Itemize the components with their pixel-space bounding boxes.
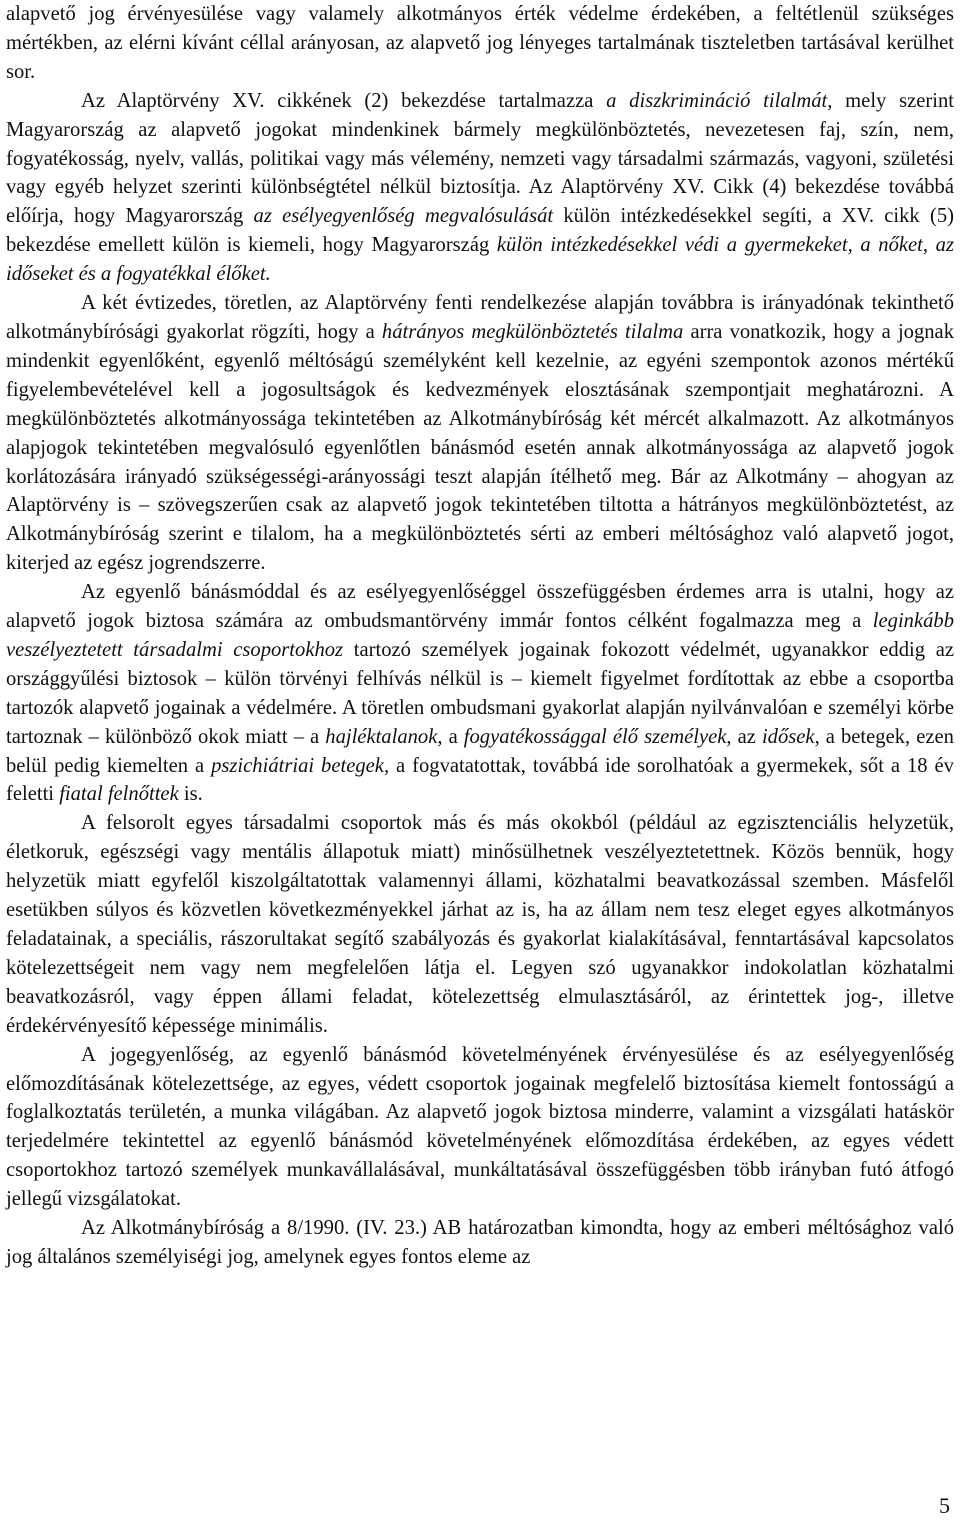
- emphasized-text: leginkább veszélyeztetett társadalmi csoportokhoz: [6, 610, 954, 661]
- page-number: 5: [939, 1493, 950, 1518]
- emphasized-text: az esélyegyenlőség megvalósulását: [253, 205, 554, 228]
- paragraph: [6, 578, 954, 809]
- text-run: Az Alkotmánybíróság a 8/1990. (IV. 23.) AB határozatban kimondta, hogy az emberi méltósághoz való jog általános személyiségi jog, amelynek egyes fontos eleme az: [6, 1217, 954, 1268]
- paragraph: [6, 0, 954, 87]
- emphasized-text: pszichiátriai betegek: [211, 754, 384, 777]
- text-run: külön intézkedésekkel segíti, a XV. cikk (5) bekezdése emellett külön is kiemeli, hogy Magyarország: [6, 205, 954, 257]
- text-run: Az egyenlő bánásmóddal és az esélyegyenlőséggel összefüggésben érdemes arra is utalni, hogy az alapvető jogok biztosa számára az ombudsmantörvény immár fontos célként fogalmazza meg a: [6, 581, 954, 633]
- emphasized-text: a diszkrimináció tilalmát: [606, 89, 828, 112]
- text-run: A két évtizedes, töretlen, az Alaptörvény fenti rendelkezése alapján továbbra is irányadónak tekinthető alkotmánybírósági gyakorlat rögzíti, hogy a: [6, 292, 954, 343]
- text-run: , a: [437, 725, 464, 748]
- text-run: A jogegyenlőség, az egyenlő bánásmód követelményének érvényesülése és az esélyegyenlőség előmozdításának kötelezettsége, az egyes, védett csoportok jogainak megfelelő biztosítása kiemelt fontosságú a foglalkoztatás területén, a munka világában. Az alapvető jogok biztosa minderre, valamint a vizsgálati hatáskör terjedelmére tekintettel az egyenlő bánásmód követelményének előmozdítása érdekében, az egyes védett csoportokhoz tartozó személyek munkavállalásával, munkáltatásával összefüggésben több irányban futó átfogó jellegű vizsgálatokat.: [6, 1043, 954, 1211]
- emphasized-text: idősek: [761, 725, 815, 748]
- paragraph: [6, 809, 954, 1040]
- text-run: , mely szerint Magyarország az alapvető jogokat mindenkinek bármely megkülönböztetés, nevezetesen faj, szín, nem, fogyatékosság, nyelv, vallás, politikai vagy más vélemény, nemzeti vagy társadalmi származás, vagyoni, születési vagy egyéb helyzet szerinti különbségtétel nélkül biztosítja. Az Alaptörvény XV. Cikk (4) bekezdése továbbá előírja, hogy Magyarország: [6, 89, 954, 228]
- emphasized-text: külön intézkedésekkel védi a gyermekeket, a nőket, az időseket és a fogyatékkal élőket.: [6, 234, 954, 286]
- paragraph: [6, 1041, 954, 1214]
- text-run: , a fogvatatottak, továbbá ide sorolhatóak a gyermekek, sőt a 18 év feletti: [6, 754, 954, 806]
- document-page: [6, 0, 954, 1272]
- text-run: , a betegek, ezen belül pedig kiemelten a: [6, 725, 954, 777]
- paragraph: [6, 87, 954, 289]
- text-run: , az: [726, 725, 762, 748]
- paragraph: [6, 1214, 954, 1272]
- text-run: is.: [178, 783, 203, 806]
- text-run: tartozó személyek jogainak fokozott védelmét, ugyanakkor eddig az országgyűlési biztosok – külön törvényi felhívás nélkül is – kiemelt figyelmet fordítottak az ebbe a csoportba tartozók alapvető jogainak a védelmére. A töretlen ombudsmani gyakorlat alapján nyilvánvalóan e személyi körbe tartoznak – különböző okok miatt – a: [6, 638, 954, 748]
- emphasized-text: hátrányos megkülönböztetés tilalma: [381, 320, 684, 343]
- emphasized-text: hajléktalanok: [325, 725, 438, 748]
- paragraph: [6, 289, 954, 578]
- text-run: A felsorolt egyes társadalmi csoportok más és más okokból (például az egzisztenciális helyzetük, életkoruk, egészségi vagy mentális állapotuk miatt) minősülhetnek veszélyeztetettnek. Közös bennük, hogy helyzetük miatt egyfelől kiszolgáltatottak valamennyi állami, közhatalmi beavatkozással szemben. Másfelől esetükben súlyos és közvetlen következményekkel járhat az is, ha az állam nem tesz eleget egyes alkotmányos feladatainak, a speciális, rászorultakat segítő szabályozás és gyakorlat kialakításával, fenntartásával kapcsolatos kötelezettségeit nem vagy nem megfelelően látja el. Legyen szó ugyanakkor indokolatlan közhatalmi beavatkozásról, vagy éppen állami feladat, kötelezettség elmulasztásáról, az érintettek jog-, illetve érdekérvényesítő képessége minimális.: [6, 812, 954, 1037]
- emphasized-text: fiatal felnőttek: [59, 783, 179, 806]
- text-run: alapvető jog érvényesülése vagy valamely alkotmányos érték védelme érdekében, a feltétlenül szükséges mértékben, az elérni kívánt céllal arányosan, az alapvető jog lényeges tartalmának tiszteletben tartásával kerülhet sor.: [6, 3, 954, 83]
- text-run: arra vonatkozik, hogy a jognak mindenkit egyenlőként, egyenlő méltóságú személyként kell kezelnie, az egyéni szempontok azonos mértékű figyelembevételével kell a jogosultságok és kedvezmények elosztásának szempontjait meghatározni. A megkülönböztetés alkotmányossága tekintetében az Alkotmánybíróság két mércét alkalmazott. Az alkotmányos alapjogok tekintetében megvalósuló egyenlőtlen bánásmód esetén annak alkotmányossága az alapvető jogok korlátozására irányadó szükségességi-arányossági teszt alapján ítélhető meg. Bár az Alkotmány – ahogyan az Alaptörvény is – szövegszerűen csak az alapvető jogok tekintetében tiltotta a hátrányos megkülönböztetést, az Alkotmánybíróság szerint e tilalom, ha a megkülönböztetés sérti az emberi méltósághoz való alapvető jogot, kiterjed az egész jogrendszerre.: [6, 320, 954, 575]
- text-run: Az Alaptörvény XV. cikkének (2) bekezdése tartalmazza: [81, 89, 607, 112]
- emphasized-text: fogyatékossággal élő személyek: [463, 725, 727, 748]
